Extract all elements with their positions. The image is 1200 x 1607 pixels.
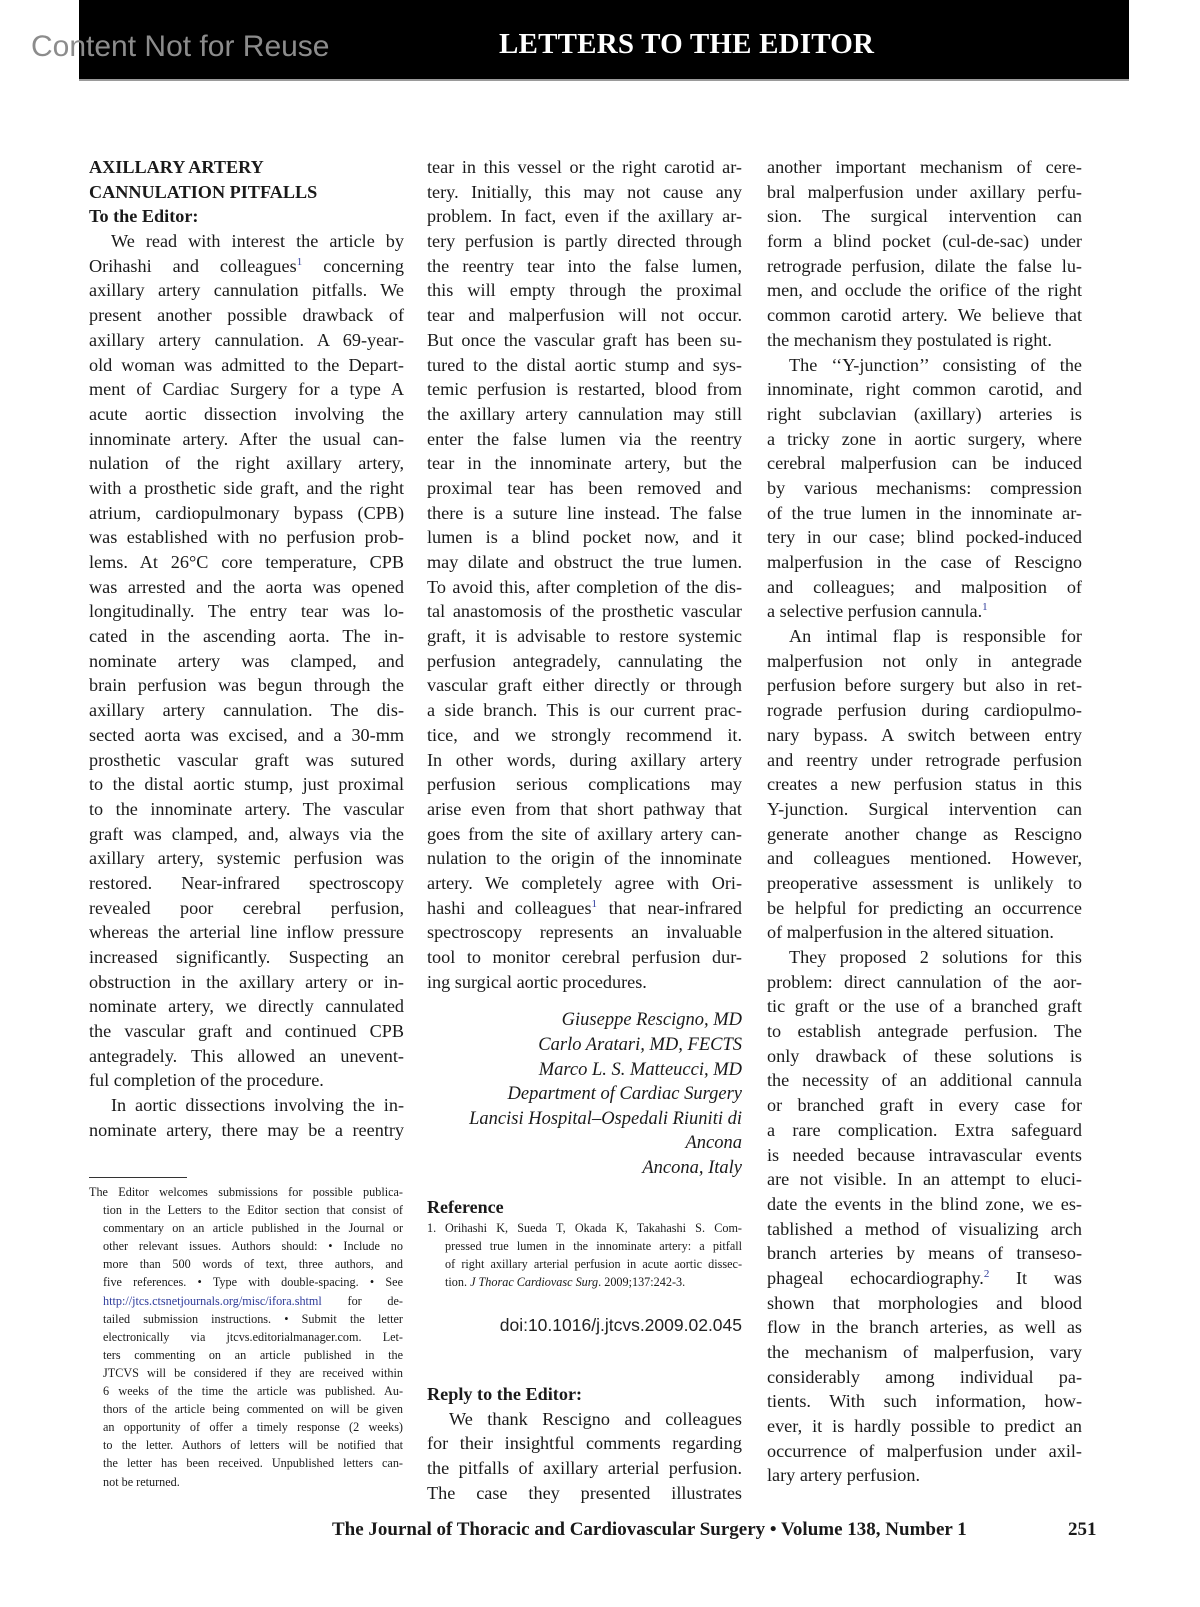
text-line: problem. In fact, even if the axillary ar- xyxy=(427,206,742,227)
text-line: nominate artery, there may be a reentry xyxy=(89,1119,404,1140)
letter-title-line-1: AXILLARY ARTERY xyxy=(89,157,264,177)
signature-line: Marco L. S. Matteucci, MD xyxy=(538,1059,742,1080)
text-line: restored. Near-infrared spectroscopy xyxy=(89,872,404,893)
text-line: axillary artery cannulation. A 69-year- xyxy=(89,329,404,350)
footnote-line: The Editor welcomes submissions for possible publica- xyxy=(89,1185,403,1199)
text-line: another important mechanism of cere- xyxy=(767,157,1082,177)
section-title: LETTERS TO THE EDITOR xyxy=(499,28,875,60)
text-line: by various mechanisms: compression xyxy=(767,477,1082,498)
text-line: nulation to the origin of the innominate xyxy=(427,848,742,869)
text-line: To avoid this, after completion of the dis- xyxy=(427,576,742,597)
text-line: brain perfusion was begun through the xyxy=(89,675,404,696)
text-line: But once the vascular graft has been su- xyxy=(427,329,742,350)
text-line: ful completion of the procedure. xyxy=(89,1070,324,1091)
reference-item xyxy=(427,1219,742,1291)
text-line: creates a new perfusion status in this xyxy=(767,774,1082,795)
text-line: They proposed 2 solutions for this xyxy=(789,947,1082,967)
text-line: An intimal flap is responsible for xyxy=(789,626,1082,647)
text-line: retrograde perfusion, dilate the false lu- xyxy=(767,255,1082,276)
text-line: temic perfusion is restarted, blood from xyxy=(427,379,742,400)
text-line: occurrence of malperfusion under axil- xyxy=(767,1440,1082,1461)
text-line: sected aorta was excised, and a 30-mm xyxy=(89,724,404,745)
text-line: goes from the site of axillary artery can- xyxy=(427,823,742,844)
page-number: 251 xyxy=(1068,1519,1097,1540)
text-line: prosthetic vascular graft was sutured xyxy=(89,749,404,770)
text-line: with a prosthetic side graft, and the right xyxy=(89,477,404,498)
text-line: graft, it is advisable to restore systemic xyxy=(427,626,742,647)
text-line: rograde perfusion during cardiopulmo- xyxy=(767,700,1082,721)
footnote-line: to the letter. Authors of letters will be notified that xyxy=(103,1438,403,1453)
text-line: cerebral malperfusion can be induced xyxy=(767,453,1082,474)
text-line: old woman was admitted to the Depart- xyxy=(89,354,404,375)
text-line: tery in our case; blind pocked-induced xyxy=(767,527,1082,548)
text-line: to the distal aortic stump, just proximal xyxy=(89,774,404,795)
footnote-line: tailed submission instructions. • Submit the letter xyxy=(103,1311,403,1326)
text-line: tery perfusion is partly directed through xyxy=(427,231,742,252)
text-line: only drawback of these solutions is xyxy=(767,1045,1082,1066)
letter-salutation: To the Editor: xyxy=(89,206,199,227)
text-line: branch arteries by means of transeso- xyxy=(767,1243,1082,1264)
text-line: We thank Rescigno and colleagues xyxy=(449,1408,742,1429)
text-line: a selective perfusion cannula.$^1$ xyxy=(767,601,988,622)
text-line: perfusion antegradely, cannulating the xyxy=(427,650,742,671)
footnote-line: electronically via jtcvs.editorialmanager.com. Let- xyxy=(103,1329,403,1344)
text-line: was arrested and the aorta was opened xyxy=(89,576,404,597)
text-line: increased significantly. Suspecting an xyxy=(89,947,404,967)
text-line: The case they presented illustrates xyxy=(427,1482,742,1503)
text-line: there is a suture line instead. The false xyxy=(427,502,742,523)
text-line: artery. We completely agree with Ori- xyxy=(427,872,742,893)
text-line: Y-junction. Surgical intervention can xyxy=(767,798,1082,819)
text-line: tear and malperfusion will not occur. xyxy=(427,305,742,326)
submission-instructions-link[interactable]: http://jtcs.ctsnetjournals.org/misc/ifora.shtml xyxy=(103,1293,322,1308)
text-line: a rare complication. Extra safeguard xyxy=(767,1119,1082,1140)
text-line: whereas the arterial line inflow pressure xyxy=(89,922,404,943)
text-line: bral malperfusion under axillary perfu- xyxy=(767,181,1082,202)
text-line: this will empty through the proximal xyxy=(427,280,742,301)
text-line: ment of Cardiac Surgery for a type A xyxy=(89,379,404,400)
footnote-line: 6 weeks of the time the article was published. Au- xyxy=(103,1384,403,1399)
footnote-line: ters commenting on an article published in the xyxy=(103,1347,403,1362)
text-line: arise even from that short pathway that xyxy=(427,798,742,819)
text-line: vascular graft either directly or through xyxy=(427,675,742,696)
text-line: and colleagues; and malposition of xyxy=(767,576,1082,597)
footnote-line: other relevant issues. Authors should: • Include no xyxy=(103,1239,403,1254)
text-line: men, and occlude the orifice of the right xyxy=(767,280,1082,301)
text-line: atrium, cardiopulmonary bypass (CPB) xyxy=(89,502,404,523)
text-line: be helpful for predicting an occurrence xyxy=(767,897,1082,918)
text-line: antegradely. This allowed an unevent- xyxy=(89,1045,404,1066)
text-line: spectroscopy represents an invaluable xyxy=(427,922,742,943)
text-line: the necessity of an additional cannula xyxy=(767,1070,1082,1091)
citation-link[interactable]: 1 xyxy=(296,255,303,268)
letter-title-line-2: CANNULATION PITFALLS xyxy=(89,181,318,202)
reply-body-col3 xyxy=(767,155,1082,1488)
text-line: hashi and colleagues$^1$ that near-infrared xyxy=(427,897,742,918)
text-line: or branched graft in every case for xyxy=(767,1095,1082,1116)
text-line: shown that morphologies and blood xyxy=(767,1292,1082,1313)
signature-line: Department of Cardiac Surgery xyxy=(507,1084,742,1105)
reference-line: Orihashi K, Sueda T, Okada K, Takahashi S. Com- xyxy=(445,1221,742,1236)
text-line: a side branch. This is our current prac- xyxy=(427,700,742,721)
text-line: the mechanism of malperfusion, vary xyxy=(767,1342,1082,1362)
text-line: sion. The surgical intervention can xyxy=(767,206,1082,227)
text-line: tients. With such information, how- xyxy=(767,1391,1082,1412)
text-line: nominate artery was clamped, and xyxy=(89,650,404,671)
text-line: lary artery perfusion. xyxy=(767,1465,921,1486)
text-line: enter the false lumen via the reentry xyxy=(427,428,742,449)
text-line: perfusion serious complications may xyxy=(427,774,742,795)
doi[interactable]: doi:10.1016/j.jtcvs.2009.02.045 xyxy=(499,1315,742,1336)
text-line: a tricky zone in aortic surgery, where xyxy=(767,428,1082,449)
text-line: Orihashi and colleagues$^1$ concerning xyxy=(89,255,404,276)
footnote-line: more than 500 words of text, three authors, and xyxy=(103,1257,403,1272)
text-line: form a blind pocket (cul-de-sac) under xyxy=(767,231,1082,252)
text-line: preoperative assessment is unlikely to xyxy=(767,872,1082,893)
text-line: right subclavian (axillary) arteries is xyxy=(767,403,1082,424)
text-line: of the true lumen in the innominate ar- xyxy=(767,502,1082,523)
signature-line: Ancona xyxy=(685,1133,742,1154)
text-line: the axillary artery cannulation may still xyxy=(427,403,742,424)
text-line: ever, it is hardly possible to predict an xyxy=(767,1416,1082,1437)
text-line: tic graft or the use of a branched graft xyxy=(767,996,1082,1017)
text-line: nominate artery, we directly cannulated xyxy=(89,996,404,1017)
text-line: innominate, right common carotid, and xyxy=(767,379,1082,400)
signature-line: Giuseppe Rescigno, MD xyxy=(561,1010,742,1031)
text-line: may dilate and obstruct the true lumen. xyxy=(427,552,742,572)
text-line: cated in the ascending aorta. The in- xyxy=(89,626,404,647)
text-line: In other words, during axillary artery xyxy=(427,749,742,770)
citation-link[interactable]: 1 xyxy=(591,897,598,910)
text-line: was established with no perfusion prob- xyxy=(89,527,404,548)
text-line: is needed because intravascular events xyxy=(767,1144,1082,1165)
footnote-line: the letter has been received. Unpublished letters can- xyxy=(103,1456,403,1471)
text-line: We read with interest the article by xyxy=(111,231,404,252)
text-line: innominate artery. After the usual can- xyxy=(89,428,404,449)
text-line: acute aortic dissection involving the xyxy=(89,403,404,424)
text-line: tablished a method of visualizing arch xyxy=(767,1218,1082,1239)
reference-number: 1. xyxy=(427,1221,437,1236)
text-line: and reentry under retrograde perfusion xyxy=(767,749,1082,770)
signature-line: Carlo Aratari, MD, FECTS xyxy=(538,1034,742,1055)
text-line: nulation of the right axillary artery, xyxy=(89,453,404,474)
reference-line: tion. J Thorac Cardiovasc Surg. 2009;137:242-3. xyxy=(445,1275,686,1290)
text-line: tear in the innominate artery, but the xyxy=(427,453,742,474)
text-line: tured to the distal aortic stump and sys- xyxy=(427,354,742,375)
text-line: lumen is a blind pocket now, and it xyxy=(427,527,742,548)
text-line: flow in the branch arteries, as well as xyxy=(767,1317,1082,1338)
signature-block xyxy=(427,1008,742,1180)
letter-body-col2 xyxy=(427,155,742,994)
text-line: tal anastomosis of the prosthetic vascular xyxy=(427,601,742,622)
text-line: the mechanism they postulated is right. xyxy=(767,329,1052,350)
text-line: date the events in the blind zone, we es- xyxy=(767,1193,1082,1214)
reply-salutation: Reply to the Editor: xyxy=(427,1383,583,1404)
reference-line: of right axillary arterial perfusion in acute aortic dissec- xyxy=(445,1257,742,1272)
text-line: phageal echocardiography.$^2$ It was xyxy=(767,1267,1082,1288)
text-line: lems. At 26°C core temperature, CPB xyxy=(89,552,404,572)
text-line: to establish antegrade perfusion. The xyxy=(767,1021,1082,1042)
text-line: for their insightful comments regarding xyxy=(427,1433,742,1454)
text-line: axillary artery cannulation. The dis- xyxy=(89,700,404,721)
text-line: perfusion before surgery but also in ret- xyxy=(767,675,1082,696)
footnote-line: http://jtcs.ctsnetjournals.org/misc/ifora.shtml for de- xyxy=(103,1293,403,1308)
text-line: present another possible drawback of xyxy=(89,305,404,326)
text-line: tear in this vessel or the right carotid ar- xyxy=(427,157,742,177)
text-line: are not visible. In an attempt to eluci- xyxy=(767,1169,1082,1190)
text-line: and colleagues mentioned. However, xyxy=(767,848,1082,869)
text-line: nary bypass. A switch between entry xyxy=(767,724,1082,745)
text-line: ing surgical aortic procedures. xyxy=(427,971,647,992)
footnote-line: an opportunity of offer a timely response (2 weeks) xyxy=(103,1420,403,1435)
text-line: the vascular graft and continued CPB xyxy=(89,1021,404,1042)
text-line: tery. Initially, this may not cause any xyxy=(427,181,742,202)
footnote-line: thors of the article being commented on will be given xyxy=(103,1402,403,1417)
text-line: malperfusion in the case of Rescigno xyxy=(767,552,1082,572)
reference-journal: J Thorac Cardiovasc Surg xyxy=(470,1275,599,1290)
footnote-divider xyxy=(89,1177,187,1178)
text-line: In aortic dissections involving the in- xyxy=(111,1095,404,1116)
text-line: generate another change as Rescigno xyxy=(767,823,1082,844)
text-line: longitudinally. The entry tear was lo- xyxy=(89,601,404,622)
text-line: proximal tear has been removed and xyxy=(427,477,742,498)
text-line: the reentry tear into the false lumen, xyxy=(427,255,742,276)
reply-body-col2 xyxy=(427,1407,742,1506)
text-line: problem: direct cannulation of the aor- xyxy=(767,971,1082,992)
text-line: axillary artery cannulation pitfalls. We xyxy=(89,280,404,301)
text-line: of malperfusion in the altered situation. xyxy=(767,922,1054,943)
footnote-line: tion in the Letters to the Editor section that consist of xyxy=(103,1203,403,1218)
footnote-line: not be returned. xyxy=(103,1474,180,1489)
column-2 xyxy=(427,155,742,1505)
watermark: Content Not for Reuse xyxy=(31,30,330,63)
column-3 xyxy=(767,155,1082,1488)
footnote-line: JTCVS will be considered if they are received within xyxy=(103,1365,403,1380)
text-line: malperfusion not only in antegrade xyxy=(767,650,1082,671)
journal-footer: The Journal of Thoracic and Cardiovascular Surgery • Volume 138, Number 1 xyxy=(332,1519,967,1540)
text-line: graft was clamped, and, always via the xyxy=(89,823,404,844)
letter-body-col1 xyxy=(89,229,404,1142)
text-line: revealed poor cerebral perfusion, xyxy=(89,897,404,918)
text-line: to the innominate artery. The vascular xyxy=(89,798,404,819)
text-line: common carotid artery. We believe that xyxy=(767,305,1082,326)
text-line: tool to monitor cerebral perfusion dur- xyxy=(427,947,742,967)
text-line: axillary artery, systemic perfusion was xyxy=(89,848,404,869)
footnote-line: five references. • Type with double-spacing. • See xyxy=(103,1275,403,1290)
signature-line: Lancisi Hospital–Ospedali Riuniti di xyxy=(469,1108,742,1129)
text-line: The ‘‘Y-junction’’ consisting of the xyxy=(789,354,1082,375)
editor-footnote xyxy=(89,1183,403,1491)
text-line: considerably among individual pa- xyxy=(767,1366,1082,1387)
text-line: the pitfalls of axillary arterial perfusion. xyxy=(427,1458,742,1478)
citation-link[interactable]: 2 xyxy=(983,1267,990,1280)
footnote-line: commentary on an article published in the Journal or xyxy=(103,1221,403,1236)
reference-line: pressed true lumen in the innominate artery: a pitfall xyxy=(445,1239,742,1254)
column-1 xyxy=(89,155,404,1143)
reference-heading: Reference xyxy=(427,1196,504,1217)
citation-link[interactable]: 1 xyxy=(982,601,988,614)
text-line: obstruction in the axillary artery or in- xyxy=(89,971,404,992)
text-line: tice, and we strongly recommend it. xyxy=(427,724,742,745)
signature-line: Ancona, Italy xyxy=(642,1157,742,1178)
